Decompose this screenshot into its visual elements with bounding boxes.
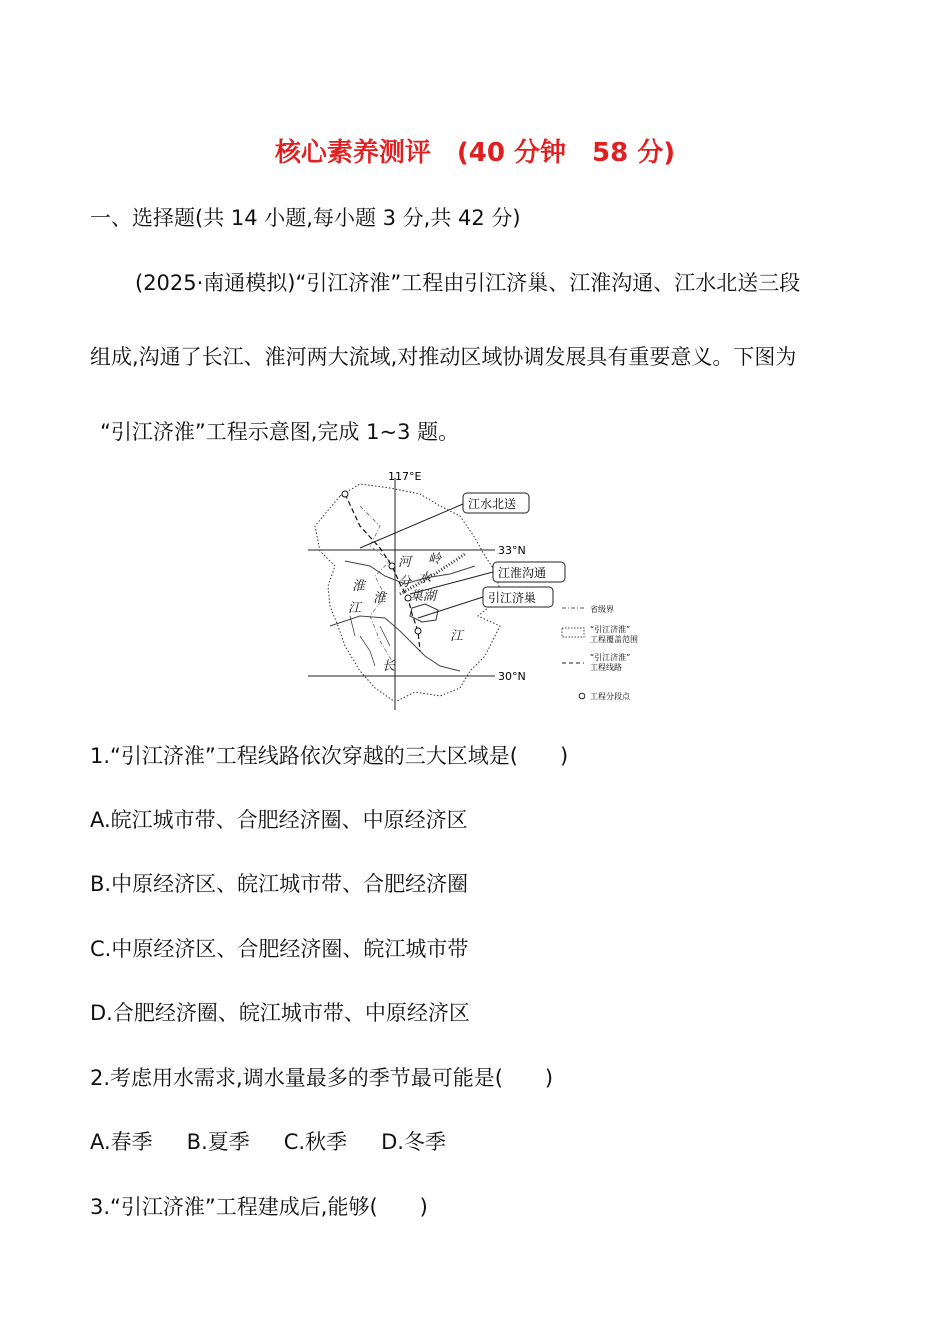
callout-yinjiang-jichao: 引江济巢 <box>488 591 537 605</box>
map-char: 江 <box>450 629 464 644</box>
callout-jiangshui-beisong: 江水北送 <box>468 497 517 511</box>
legend-point-label: 工程分段点 <box>590 692 630 701</box>
map-char: 江 <box>348 601 362 616</box>
question-1-option-d: D.合肥经济圈、皖江城市带、中原经济区 <box>90 1001 470 1025</box>
legend-route-label: “引江济淮”工程线路 <box>590 653 631 672</box>
province-boundary <box>360 506 395 666</box>
map-char: 巢湖 <box>410 589 437 604</box>
intro-line-3: “引江济淮”工程示意图,完成 1~3 题。 <box>100 420 460 444</box>
question-1-option-a: A.皖江城市带、合肥经济圈、中原经济区 <box>90 808 468 832</box>
question-2-option-d: D.冬季 <box>381 1130 446 1154</box>
legend-province-label: 省级界 <box>590 605 614 614</box>
lat-label-bottom: 30°N <box>498 670 526 683</box>
map-char: 分 <box>398 575 412 590</box>
lon-label: 117°E <box>388 470 422 483</box>
question-1-option-c: C.中原经济区、合肥经济圈、皖江城市带 <box>90 937 469 961</box>
callout-jianghuai-goutong: 江淮沟通 <box>498 566 547 580</box>
legend-coverage-label: “引江济淮”工程覆盖范围 <box>590 625 638 644</box>
legend-coverage-symbol <box>562 628 584 637</box>
page-title: 核心素养测评 (40 分钟 58 分) <box>274 138 676 168</box>
segment-point <box>342 491 348 497</box>
question-2-option-a: A.春季 <box>90 1130 153 1154</box>
project-map <box>300 466 670 710</box>
lat-label-top: 33°N <box>498 544 526 557</box>
question-1-stem: 1.“引江济淮”工程线路依次穿越的三大区域是( ) <box>90 744 569 768</box>
legend-point-symbol <box>579 693 585 699</box>
section-heading: 一、选择题(共 14 小题,每小题 3 分,共 42 分) <box>90 206 521 230</box>
intro-line-2: 组成,沟通了长江、淮河两大流域,对推动区域协调发展具有重要意义。下图为 <box>90 345 797 369</box>
question-2-option-b: B.夏季 <box>186 1130 250 1154</box>
map-char: 淮 <box>352 579 366 594</box>
project-route <box>345 494 420 651</box>
segment-point <box>415 628 421 634</box>
callout-leader <box>360 504 463 548</box>
question-2-stem: 2.考虑用水需求,调水量最多的季节最可能是( ) <box>90 1066 554 1090</box>
intro-line-1: (2025·南通模拟)“引江济淮”工程由引江济巢、江淮沟通、江水北送三段 <box>135 271 801 295</box>
map-char: 河 <box>398 555 412 570</box>
question-1-option-b: B.中原经济区、皖江城市带、合肥经济圈 <box>90 872 469 896</box>
question-2-options <box>90 1127 446 1157</box>
segment-point <box>389 563 395 569</box>
map-char: 淮 <box>373 591 387 606</box>
question-3-stem: 3.“引江济淮”工程建成后,能够( ) <box>90 1195 428 1219</box>
map-char: 长 <box>382 659 396 674</box>
map-legend <box>562 604 638 701</box>
map-char: 岭 <box>428 552 442 567</box>
question-2-option-c: C.秋季 <box>283 1130 348 1154</box>
map-char: 水 <box>418 571 432 586</box>
coverage-boundary <box>315 484 500 702</box>
